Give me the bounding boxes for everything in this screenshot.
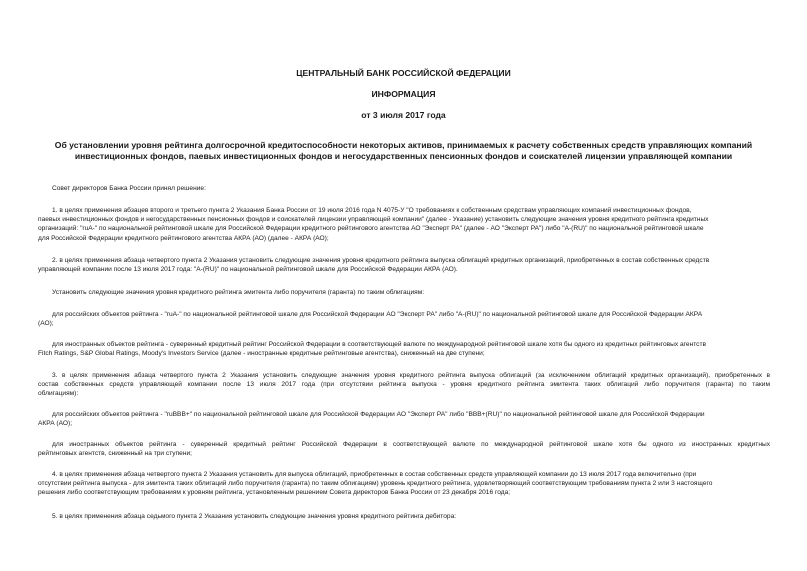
paragraph-intro bbox=[38, 184, 770, 193]
paragraph-item-3 bbox=[38, 371, 770, 399]
paragraph-line: Установить следующие значения уровня кредитного рейтинга эмитента либо поручителя (гаранта) по таким облигациям: bbox=[52, 289, 425, 296]
paragraph-line: для российских объектов рейтинга - "ruBBB+" по национальной рейтинговой шкале для Российской Федерации АО "Эксперт РА" либо "BBB+(RU)" по национальной рейтинговой шкале для Российской Федерации bbox=[52, 411, 705, 418]
paragraph-line: управляющей компании после 13 июля 2017 года: "A-(RU)" по национальной рейтинговой шкале для Российской Федерации АКРА (АО). bbox=[38, 266, 458, 274]
bank-name-heading: ЦЕНТРАЛЬНЫЙ БАНК РОССИЙСКОЙ ФЕДЕРАЦИИ bbox=[296, 68, 511, 78]
paragraph-line: 2. в целях применения абзаца четвертого пункта 2 Указания установить следующие значения уровня кредитного рейтинга выпуска облигаций кредитных организаций, приобретенных в состав собственных средств bbox=[52, 257, 710, 264]
paragraph-line: для российских объектов рейтинга - "ruA-" по национальной рейтинговой шкале для Российской Федерации АО "Эксперт РА" либо "A-(RU)" по национальной рейтинговой шкале для Российской Федерации АКРА bbox=[52, 311, 703, 318]
paragraph-line: для иностранных объектов рейтинга - суверенный кредитный рейтинг Российской Федерации в соответствующей валюте по международной рейтинговой шкале хотя бы одного из кредитных рейтинговых агентств bbox=[52, 341, 706, 348]
paragraph-line: облигациям): bbox=[38, 390, 79, 398]
paragraph-line: рейтинговых агентств, сниженный на три ступени; bbox=[38, 450, 192, 458]
paragraph-line: состав собственных средств управляющей компании после 13 июля 2017 года (при отсутствии рейтинга выпуска - уровня кредитного рейтинга эмитента таких облигаций либо поручителя (гаранта) по таким bbox=[38, 381, 770, 389]
document-title-line-1: Об установлении уровня рейтинга долгосрочной кредитоспособности некоторых активов, принимаемых к расчету собственных средств управляющих компаний bbox=[54, 140, 753, 150]
paragraph-line: для иностранных объектов рейтинга - суверенный кредитный рейтинг Российской Федерации в соответствующей валюте по международной рейтинговой шкале хотя бы одного из иностранных кредитных bbox=[52, 441, 770, 448]
paragraph-line: для Российской Федерации кредитного рейтингового агентства АКРА (АО) (далее - АКРА (АО); bbox=[38, 234, 329, 242]
paragraph-line: 5. в целях применения абзаца седьмого пункта 2 Указания установить следующие значения уровня кредитного рейтинга дебитора: bbox=[52, 513, 457, 520]
paragraph-line: АКРА (АО); bbox=[38, 420, 73, 428]
paragraph-foreign-objects-2 bbox=[38, 440, 770, 458]
paragraph-item-2 bbox=[38, 256, 770, 274]
paragraph-line: паевых инвестиционных фондов и негосударственных пенсионных фондов и соискателей лицензии управляющей компании" (далее - Указание) установить следующие значения уровня кредитного рейтинга кредитных bbox=[38, 216, 709, 224]
paragraph-line: 1. в целях применения абзацев второго и третьего пункта 2 Указания Банка России от 19 июля 2016 года N 4075-У "О требованиях к собственным средствам управляющих компаний инвестиционных фондов, bbox=[52, 207, 692, 214]
document-date: от 3 июля 2017 года bbox=[361, 110, 446, 120]
paragraph-line: отсутствии рейтинга выпуска - для эмитента таких облигаций либо поручителя (гаранта) по таким облигациям) уровень кредитного рейтинга, удовлетворяющий соответствующим требованиям пункта 2 или 3 настоящего bbox=[38, 480, 713, 488]
paragraph-russian-objects-2 bbox=[38, 410, 770, 428]
paragraph-foreign-objects-1 bbox=[38, 340, 770, 358]
paragraph-russian-objects-1 bbox=[38, 310, 770, 328]
paragraph-item-5 bbox=[38, 512, 770, 521]
paragraph-line: 3. в целях применения абзаца четвертого пункта 2 Указания установить следующие значения уровня кредитного рейтинга выпуска облигаций (за исключением облигаций кредитных организаций), приобретенных в bbox=[52, 372, 770, 379]
paragraph-line: (АО); bbox=[38, 320, 54, 328]
document-title-line-2: инвестиционных фондов, паевых инвестиционных фондов и негосударственных пенсионных фондов и соискателей лицензии управляющей компании bbox=[74, 151, 733, 161]
paragraph-line: организаций: "ruA-" по национальной рейтинговой шкале для Российской Федерации кредитного рейтингового агентства АО "Эксперт РА" (далее - АО "Эксперт РА") либо "A-(RU)" по национальной рейтинговой шкале bbox=[38, 225, 704, 233]
paragraph-item-1 bbox=[38, 206, 770, 243]
paragraph-line: 4. в целях применения абзаца четвертого пункта 2 Указания установить для выпуска облигаций, приобретенных в состав собственных средств управляющей компании до 13 июля 2017 года включительно (при bbox=[52, 471, 697, 478]
paragraph-line: Fitch Ratings, S&P Global Ratings, Moody's Investors Service (далее - иностранные кредитные рейтинговые агентства), сниженный на две ступени; bbox=[38, 350, 485, 358]
paragraph-item-4 bbox=[38, 470, 770, 498]
paragraph-line: решения либо соответствующим требованиям к уровням рейтинга, установленным решением Совета директоров Банка России от 23 декабря 2016 года; bbox=[38, 489, 511, 497]
paragraph-line: Совет директоров Банка России принял решение: bbox=[52, 185, 206, 192]
document-type-heading: ИНФОРМАЦИЯ bbox=[371, 89, 436, 99]
paragraph-issuer-intro bbox=[38, 288, 770, 297]
